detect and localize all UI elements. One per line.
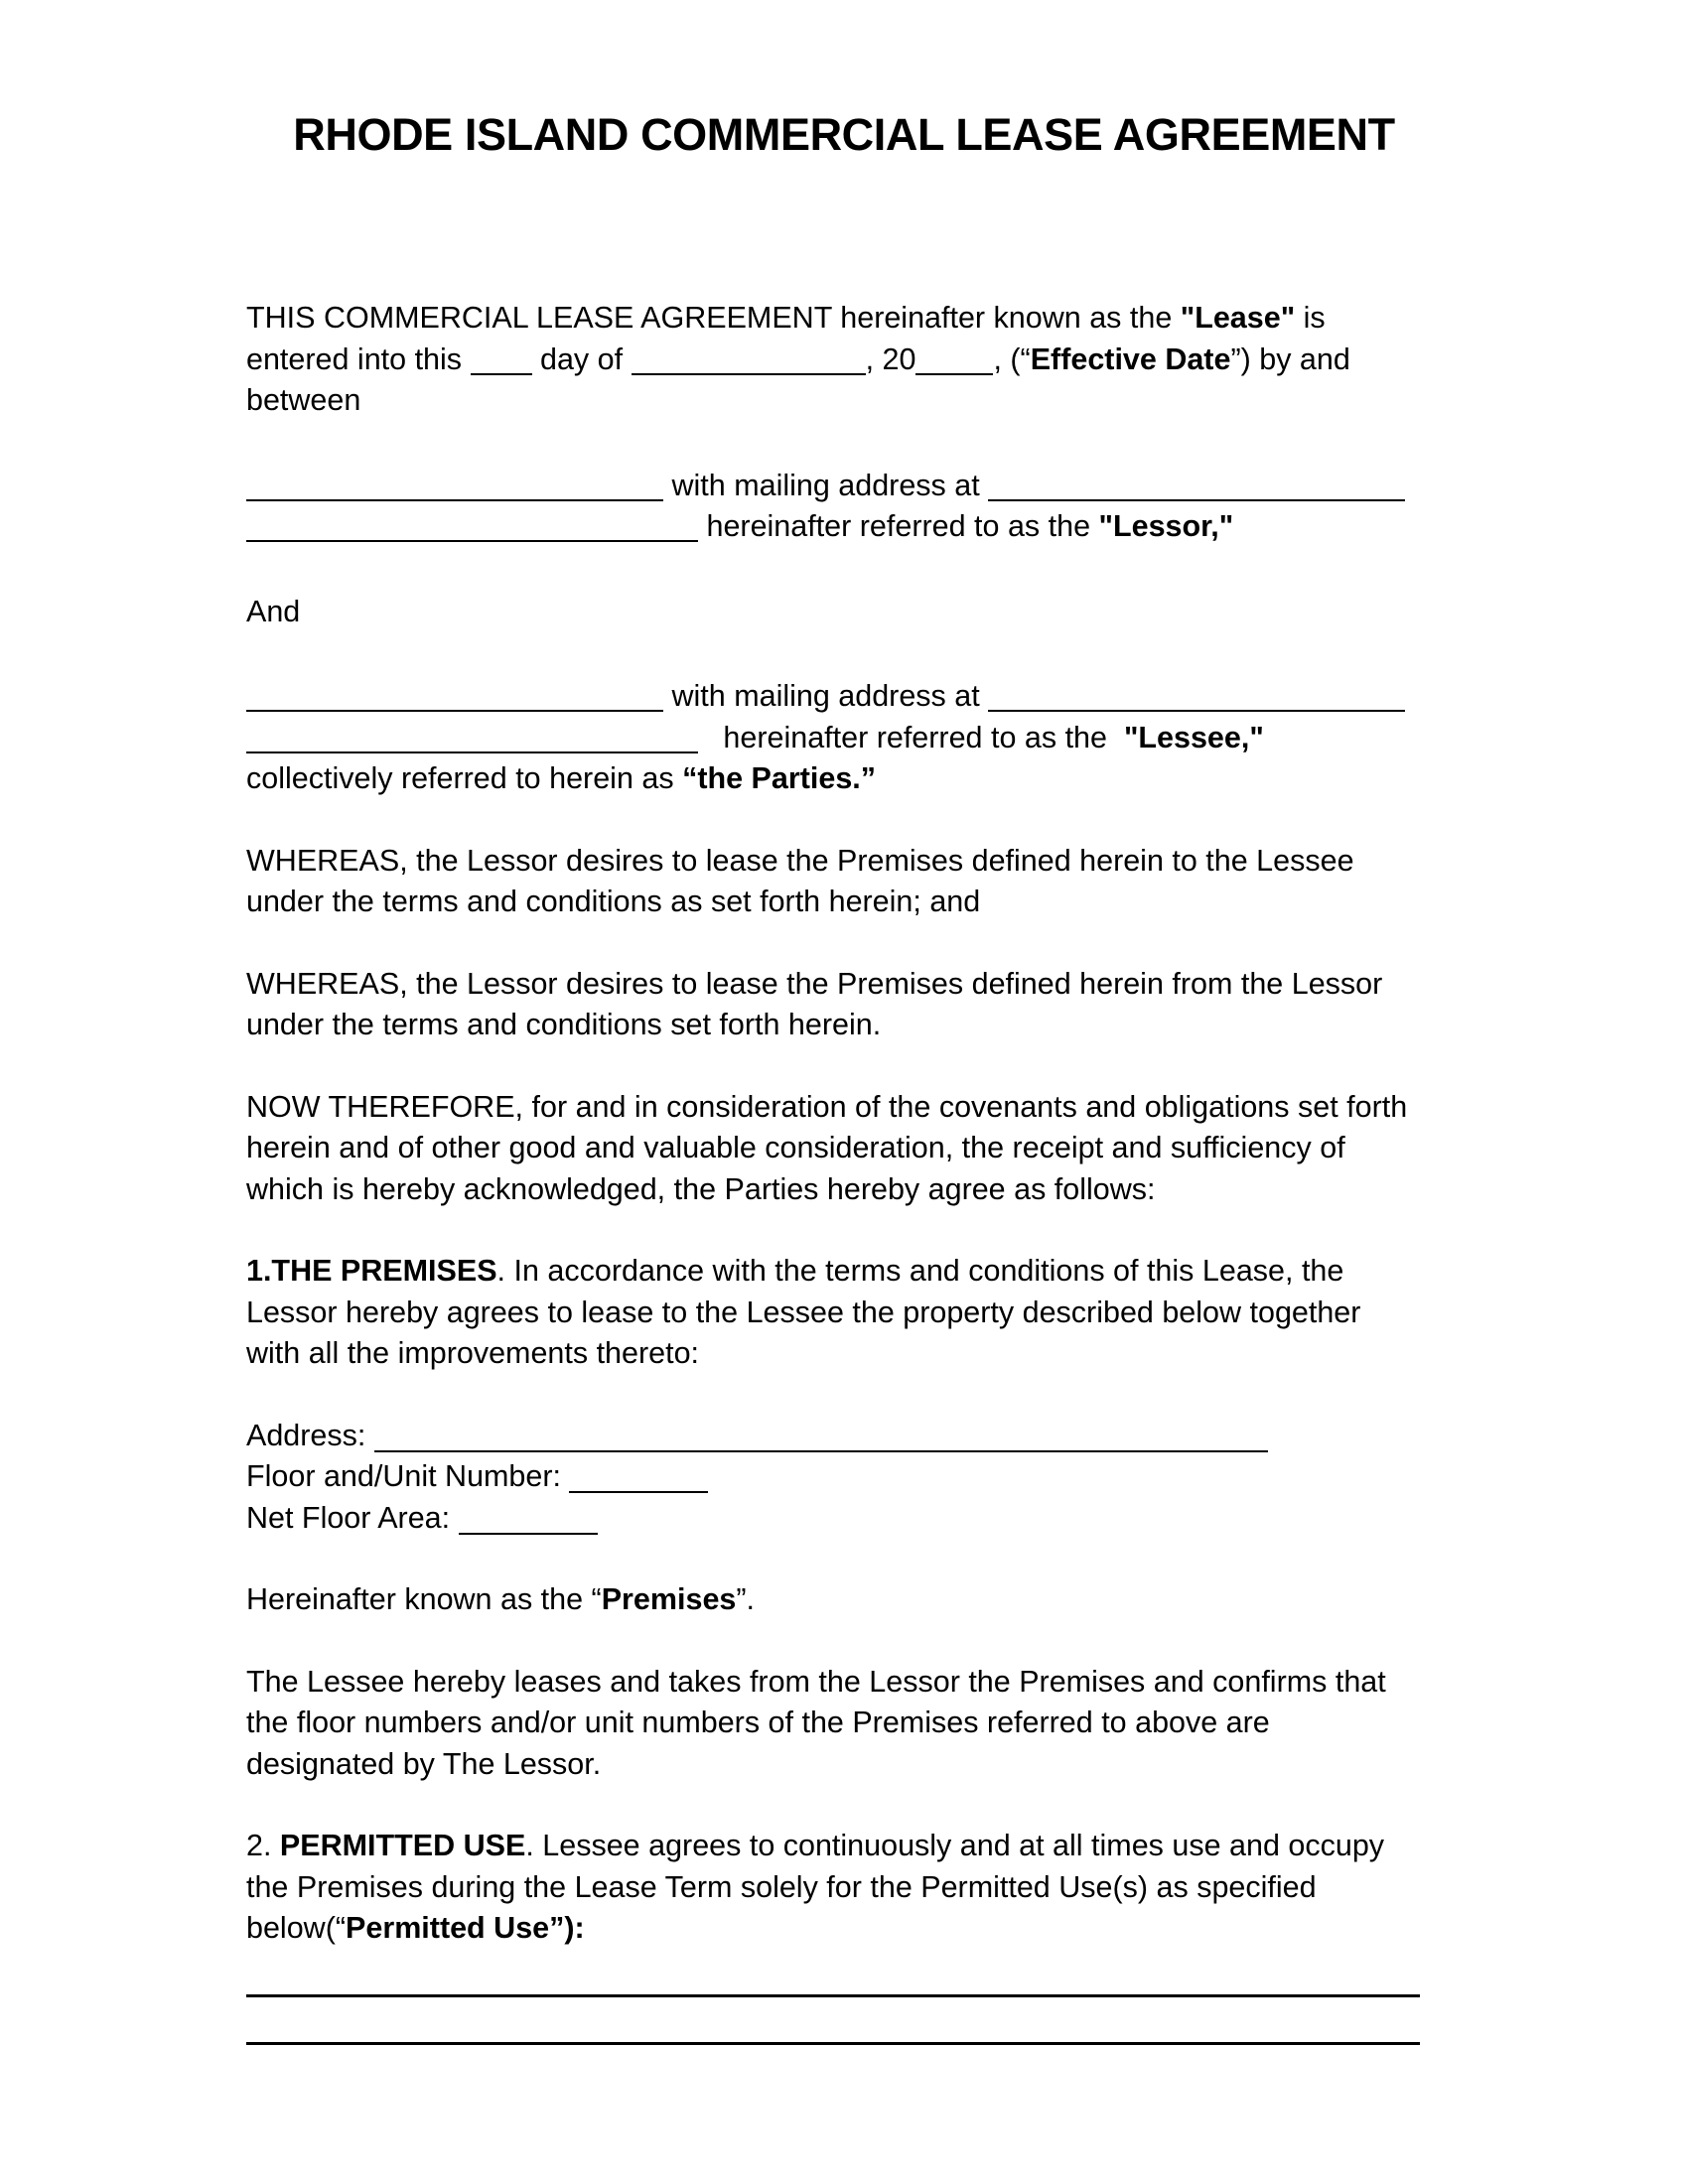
lessor-term: "Lessor," [1098, 509, 1234, 543]
section-2-permitted-use [246, 1826, 1420, 1950]
net-floor-area-label: Net Floor Area: [246, 1500, 451, 1535]
now-therefore-paragraph: NOW THEREFORE, for and in consideration of the covenants and obligations set forth herein and of other good and valuable consideration, the receipt and sufficiency of which is hereby acknowledged, the Parties hereby agree as follows: [246, 1089, 1408, 1206]
page-title: RHODE ISLAND COMMERCIAL LEASE AGREEMENT [293, 109, 1395, 160]
lessee-address-blank-1[interactable] [988, 688, 1405, 712]
and-connector: And [246, 594, 301, 628]
effective-date-term: Effective Date [1030, 341, 1231, 376]
section-2-number: 2. [246, 1829, 280, 1862]
section-1-heading: 1.THE PREMISES [246, 1254, 497, 1288]
whereas-paragraph-1: WHEREAS, the Lessor desires to lease the Premises defined herein to the Lessee under the terms and conditions as set forth herein; and [246, 843, 1354, 918]
lessee-block [246, 676, 1420, 800]
lessee-confirms-paragraph: The Lessee hereby leases and takes from the Lessor the Premises and confirms that the floor numbers and/or unit numbers of the Premises referred to above are designated by The Lessor. [246, 1664, 1386, 1781]
premises-text-b: ”. [736, 1582, 756, 1616]
lessee-term: "Lessee," [1123, 720, 1264, 754]
year-blank[interactable] [915, 351, 993, 375]
permitted-use-blank-line-2[interactable] [246, 2042, 1420, 2045]
premises-text-a: Hereinafter known as the “ [246, 1582, 602, 1616]
premises-term: Premises [601, 1582, 737, 1616]
lessee-mailing-label: with mailing address at [671, 679, 980, 713]
lease-term: "Lease" [1180, 301, 1296, 335]
parties-term: “the Parties.” [682, 761, 877, 795]
floor-unit-label: Floor and/Unit Number: [246, 1459, 561, 1493]
permitted-use-term: Permitted Use”): [346, 1911, 585, 1945]
lessor-mailing-label: with mailing address at [671, 468, 980, 502]
address-input-blank[interactable] [374, 1427, 1268, 1452]
premises-definition [246, 1579, 1420, 1621]
section-1-premises [246, 1251, 1420, 1375]
month-blank[interactable] [632, 351, 866, 375]
section-1-body: . In accordance with the terms and conditions of this Lease, the Lessor hereby agrees to lease to the Lessee the property described below together with all the improvements thereto: [246, 1254, 1361, 1370]
document-body [246, 298, 1420, 2045]
parties-text-a: collectively referred to herein as [246, 761, 683, 795]
whereas-paragraph-2: WHEREAS, the Lessor desires to lease the Premises defined herein from the Lessor under the terms and conditions set forth herein. [246, 966, 1383, 1041]
lessor-hereinafter-text: hereinafter referred to as the [706, 509, 1099, 543]
floor-unit-row [246, 1456, 1420, 1498]
intro-text-b: is entered into this [246, 301, 1326, 376]
floor-unit-input-blank[interactable] [569, 1467, 708, 1493]
intro-paragraph [246, 298, 1420, 422]
lessee-hereinafter-text: hereinafter referred to as the [723, 720, 1116, 754]
section-2-heading: PERMITTED USE [279, 1829, 526, 1862]
intro-text-f: ”) by and between [246, 341, 1350, 417]
section-2-body: . Lessee agrees to continuously and at all times use and occupy the Premises during the Lease Term solely for the Permitted Use(s) as specified below(“ [246, 1829, 1385, 1945]
lessee-address-blank-2[interactable] [246, 730, 698, 753]
lessor-name-blank[interactable] [246, 478, 663, 501]
address-label: Address: [246, 1418, 366, 1452]
intro-text-a: THIS COMMERCIAL LEASE AGREEMENT hereinafter known as the [246, 301, 1181, 335]
intro-text-e: , (“ [993, 341, 1031, 376]
lessor-block [246, 466, 1420, 548]
net-floor-area-input-blank[interactable] [459, 1509, 598, 1535]
intro-text-d: , 20 [865, 341, 916, 376]
address-row [246, 1416, 1420, 1457]
lessee-name-blank[interactable] [246, 688, 663, 712]
net-floor-area-row [246, 1498, 1420, 1540]
intro-text-c: day of [531, 341, 632, 376]
lessor-address-blank-2[interactable] [246, 518, 698, 542]
lessor-address-blank-1[interactable] [988, 478, 1405, 501]
day-blank[interactable] [471, 351, 532, 375]
